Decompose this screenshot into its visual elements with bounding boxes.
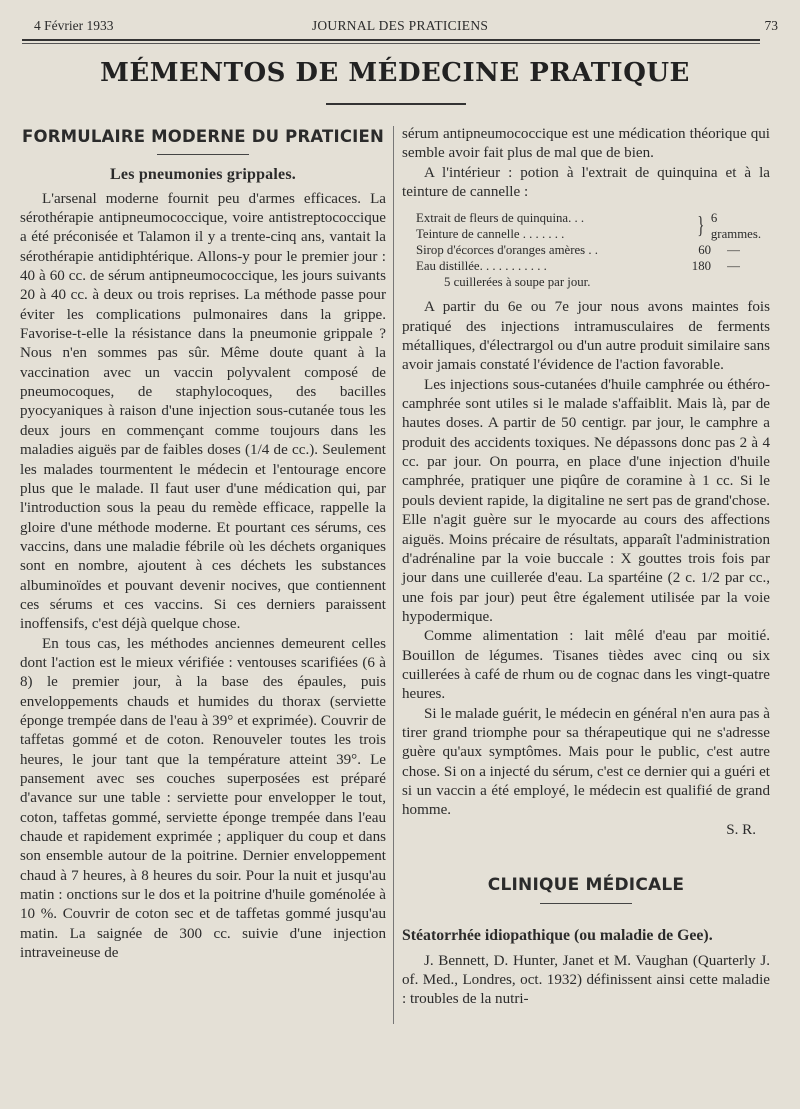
page-title: MÉMENTOS DE MÉDECINE PRATIQUE <box>100 58 690 88</box>
header-rule-thin <box>22 43 760 44</box>
formula-item-name: Teinture de cannelle . . . . . . . <box>416 227 565 242</box>
formula-item-name: Eau distillée. . . . . . . . . . . <box>416 259 547 274</box>
issue-date: 4 Février 1933 <box>34 18 114 33</box>
right-column <box>402 125 770 1010</box>
paragraph: En tous cas, les méthodes anciennes demeurent celles dont l'action est le mieux vérifiée : ventouses scarifiées (6 à 8) le premier jour, à la base des épaules, puis enveloppements chauds et humides du thorax (serviette éponge trempée dans de l'eau à 39° et exprimée). Couvrir de taffetas gommé et de coton. Renouveler toutes les trois heures, le jour tant que la température atteint 39°. Le pansement avec ses couches superposées est préparé d'avance sur une table : serviette pour envelopper le tout, coton, taffetas gommé, serviette éponge trempée dans l'eau chaude et rapidement exprimée ; appliquer du coup et dans son ensemble autour de la poitrine. Dernier enveloppement chaud à 7 heures, à 8 heures du soir. Pour la nuit et jusqu'au matin : onctions sur le dos et la poitrine d'huile goménolée à 10 %. Couvrir de coton sec et de taffetas gommé jusqu'au matin. La saignée de 300 cc. suivie d'une injection intraveineuse de <box>20 635 386 962</box>
paragraph: Les injections sous-cutanées d'huile camphrée ou éthéro-camphrée sont utiles si le malade s'affaiblit. Mais là, par de hautes doses. A partir de 50 centigr. par jour, le camphre a produit des accidents toxiques. Ne dépassons donc pas 2 à 4 cc. par jour. On pourra, en place d'une injection d'huile camphrée, pratiquer une piqûre de coramine à 1 cc. Si le pouls devient rapide, la digitaline ne sert pas de grand'chose. Elle n'agit guère sur le myocarde au cours des affections aiguës. Moins précaire de résultats, apparaît l'administration d'adrénaline par la voie buccale : X gouttes trois fois par jour dans une cuillerée d'eau. La spartéine (2 c. 1/2 par cc., une fois par jour) peut être également utilisée par la voie hypodermique. <box>402 376 770 625</box>
prescription-formula <box>402 210 770 290</box>
title-underline <box>326 103 466 105</box>
article-title-pneumonies: Les pneumonies grippales. <box>110 166 296 184</box>
column-divider <box>393 126 394 1024</box>
formula-item-name: Extrait de fleurs de quinquina. . . <box>416 211 585 226</box>
section-divider <box>540 903 632 904</box>
formula-row <box>416 242 770 258</box>
formula-item-unit: — <box>727 259 740 274</box>
header-rule <box>22 39 760 41</box>
paragraph: A partir du 6e ou 7e jour nous avons maintes fois pratiqué des injections intramusculaires de ferments métalliques, d'électrargol ou d'un autre produit similaire sans avoir jamais constaté l'évidence de l'action favorable. <box>402 299 770 374</box>
formula-item-name: Sirop d'écorces d'oranges amères . . <box>416 243 598 258</box>
journal-name: JOURNAL DES PRATICIENS <box>311 18 489 33</box>
paragraph: J. Bennett, D. Hunter, Janet et M. Vaughan (Quarterly J. of. Med., Londres, oct. 1932) définissent ainsi cette maladie : troubles de la nutri- <box>402 952 770 1008</box>
formula-group <box>416 210 770 242</box>
signature-line <box>402 821 770 840</box>
section-divider <box>157 154 249 155</box>
formula-dosage-note: 5 cuillerées à soupe par jour. <box>444 275 591 290</box>
section-heading-formulaire: FORMULAIRE MODERNE DU PRATICIEN <box>22 127 384 146</box>
section-heading-clinique: CLINIQUE MÉDICALE <box>487 875 685 895</box>
brace-symbol: } <box>697 213 705 240</box>
paragraph: Si le malade guérit, le médecin en général n'en aura pas à tirer grand triomphe pour sa thérapeutique qui ne s'adresse guère qu'aux symptômes. Mais pour le public, c'est autre chose. Si on a injecté du sérum, c'est ce dernier qui a guéri et si un vaccin a été employé, le médecin est qualifié de grand homme. <box>402 705 770 819</box>
paragraph: Comme alimentation : lait mêlé d'eau par moitié. Bouillon de légumes. Tisanes tièdes avec cinq ou six cuillerées à café de rhum ou de cognac dans les vingt-quatre heures. <box>402 628 770 703</box>
paragraph-continued: sérum antipneumococcique est une médication théorique qui semble avoir fait plus de mal que de bien. <box>402 126 770 162</box>
formula-item-qty: 180 <box>691 259 711 274</box>
formula-item-qty: 60 <box>698 243 711 258</box>
running-head <box>0 18 800 38</box>
page-number: 73 <box>764 18 778 33</box>
left-column <box>20 125 386 963</box>
section-clinique <box>402 876 770 904</box>
paragraph: A l'intérieur : potion à l'extrait de quinquina et à la teinture de cannelle : <box>402 164 770 201</box>
formula-row <box>416 258 770 274</box>
formula-grouped-dose: 6 grammes. <box>710 211 762 242</box>
formula-item-unit: — <box>727 243 740 258</box>
paragraph: L'arsenal moderne fournit peu d'armes efficaces. La sérothérapie antipneumococcique, voire antistreptococcique a été préconisée et Talamon il y a trente-cinq ans, vantait la sérothérapie antidiphtérique. Allons-y pour le premier jour : 40 à 60 cc. de sérum antipneumococcique, les jours suivants 20 à 40 cc. à deux ou trois reprises. La méthode passe pour éviter les complications pulmonaires dans la grippe. Favorise-t-elle la résistance dans la pneumonie grippale ? Nous n'en sommes pas sûr. Même doute quant à la vaccination avec un vaccin polyvalent composé de pneumocoques, de staphylocoques, des bacilles pyocyaniques à raison d'une injection sous-cutanée tous les deux jours en commençant comme toujours dans les maladies aiguës par de faibles doses (1/4 de cc.). Seulement les malades tourmentent le médecin et l'entourage encore plus que le malade. Il faut user d'une médication qui, par l'introduction sous la peau du remède efficace, rappelle la gloire d'une méthode moderne. Et pourtant ces sérums, ces vaccins, dans une maladie fébrile où les déchets organiques sont en nombre, ajoutent à ces déchets les substances albuminoïdes et pouvant devenir nocives, que contiennent ces sérums et ces vaccins. Si ces derniers paraissent inoffensifs, c'est déjà quelque chose. <box>20 190 386 633</box>
author-signature: S. R. <box>726 821 756 838</box>
article-title-steatorrhee: Stéatorrhée idiopathique (ou maladie de Gee). <box>402 927 713 945</box>
